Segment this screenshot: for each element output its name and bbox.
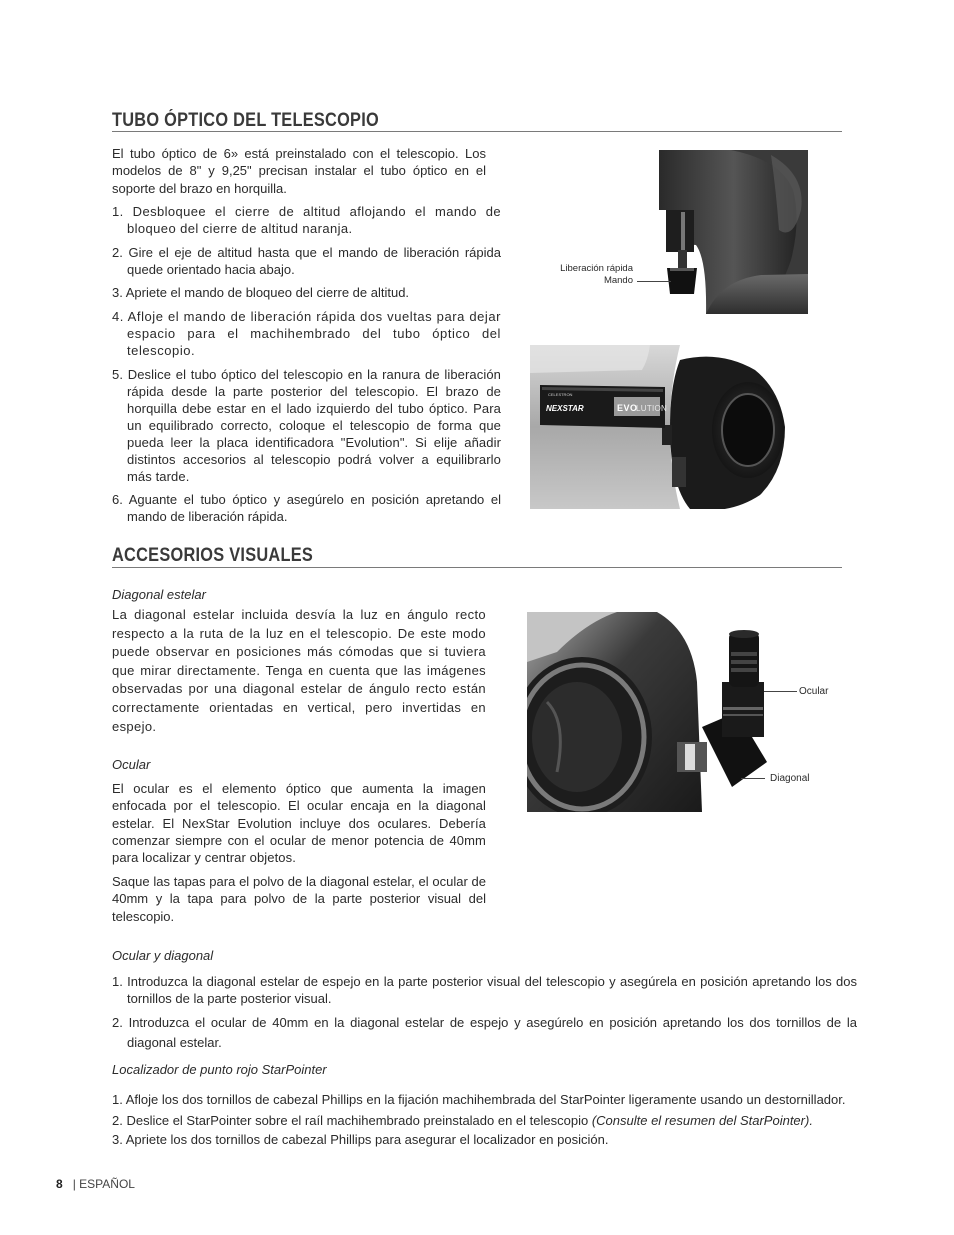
list-item: 3. Apriete los dos tornillos de cabezal Phillips para asegurar el localizador en posición. — [112, 1132, 609, 1147]
label-diagonal: Diagonal — [770, 773, 810, 784]
ocular-paragraph: El ocular es el elemento óptico que aumenta la imagen enfocada por el telescopio. El ocular encaja en la diagonal estelar. El NexStar Evolution incluye dos oculares. Debería comenzar siempre con el ocular de menor potencia de 40mm para localizar y centrar objetos. — [112, 781, 486, 866]
list-item: 3. Apriete el mando de bloqueo del cierre de altitud. — [112, 285, 410, 300]
diagonal-paragraph: La diagonal estelar incluida desvía la luz en ángulo recto respecto a la ruta de la luz en el telescopio. De este modo puede observar en posiciones más cómodas que si tuviera que mirar directamente. Tenga en cuenta que las imágenes observadas por una diagonal estelar de ángulo recto están correctamente orientadas en vertical, pero invertidas en espejo. — [112, 607, 486, 734]
subheading-ocular: Ocular — [112, 757, 151, 772]
photo-quick-release-illustration — [531, 150, 808, 314]
list-item-text: 2. Deslice el StarPointer sobre el raíl machihembrado preinstalado en el telescopio — [112, 1113, 592, 1128]
subheading-ocular-diagonal: Ocular y diagonal — [112, 948, 214, 963]
subheading-starpointer: Localizador de punto rojo StarPointer — [112, 1062, 327, 1077]
section-title-visual-accessories: ACCESORIOS VISUALES — [112, 545, 314, 566]
photo-eyepiece-diagonal — [527, 612, 837, 812]
nameplate-lution-text: LUTION — [636, 404, 668, 413]
caption-line: Liberación rápida — [560, 263, 633, 274]
photo-nameplate-illustration — [530, 345, 789, 509]
section-title-optical-tube: TUBO ÓPTICO DEL TELESCOPIO — [112, 110, 379, 131]
nameplate-celestron-text: CELESTRON — [548, 392, 573, 397]
caption-line: Mando — [603, 275, 633, 286]
nameplate-evo-text: EVO — [617, 403, 638, 413]
dust-caps-paragraph: Saque las tapas para el polvo de la diagonal estelar, el ocular de 40mm y la tapa para polvo de la parte posterior visual del telescopio. — [112, 874, 486, 924]
list-item: 6. Aguante el tubo óptico y asegúrelo en posición apretando el mando de liberación rápida. — [112, 492, 501, 524]
diagonal-leader-line — [741, 778, 765, 779]
list-item-starpointer-2 — [112, 1112, 857, 1129]
nameplate-nexstar-text: NEXSTAR — [546, 404, 584, 413]
caption-leader-line — [637, 281, 671, 282]
page-footer — [56, 1177, 135, 1191]
section-divider — [112, 131, 842, 132]
photo-caption-quick-release — [556, 263, 633, 287]
list-item: 1. Afloje los dos tornillos de cabezal Phillips en la fijación machihembrada del StarPointer ligeramente usando un destornillador. — [112, 1092, 846, 1107]
label-ocular: Ocular — [799, 686, 829, 697]
list-item: 1. Desbloquee el cierre de altitud aflojando el mando de bloqueo del cierre de altitud naranja. — [112, 204, 501, 236]
page-number: 8 — [56, 1177, 63, 1191]
list-item: 5. Deslice el tubo óptico del telescopio en la ranura de liberación rápida desde la parte posterior del telescopio. El brazo de horquilla debe estar en el lado izquierdo del tubo óptico. Para un equilibrado correcto, coloque el telescopio de forma que pueda leer la placa identificadora "Evolution". Si elije añadir distintos accesorios al telescopio podrá volver a equilibrarlo más tarde. — [112, 367, 501, 484]
list-item: 1. Introduzca la diagonal estelar de espejo en la parte posterior visual del telescopio y asegúrela en posición apretando los dos tornillos de la parte posterior visual. — [112, 974, 857, 1006]
photo-quick-release-knob — [531, 150, 808, 314]
ocular-leader-line — [764, 691, 797, 692]
list-item: 2. Introduzca el ocular de 40mm en la diagonal estelar de espejo y asegúrelo en posición apretando los dos tornillos de la diagonal estelar. — [112, 1015, 857, 1050]
section-divider — [112, 567, 842, 568]
intro-paragraph: El tubo óptico de 6» está preinstalado con el telescopio. Los modelos de 8" y 9,25" precisan instalar el tubo óptico en el soporte del brazo en horquilla. — [112, 146, 486, 196]
list-item: 2. Gire el eje de altitud hasta que el mando de liberación rápida quede orientado hacia abajo. — [112, 245, 501, 277]
photo-evolution-nameplate — [530, 345, 789, 509]
list-item: 4. Afloje el mando de liberación rápida dos vueltas para dejar espacio para el machihembrado del tubo óptico del telescopio. — [112, 309, 501, 358]
subheading-diagonal: Diagonal estelar — [112, 587, 206, 602]
footer-language: | ESPAÑOL — [72, 1177, 135, 1191]
starpointer-reference: (Consulte el resumen del StarPointer). — [591, 1113, 813, 1128]
